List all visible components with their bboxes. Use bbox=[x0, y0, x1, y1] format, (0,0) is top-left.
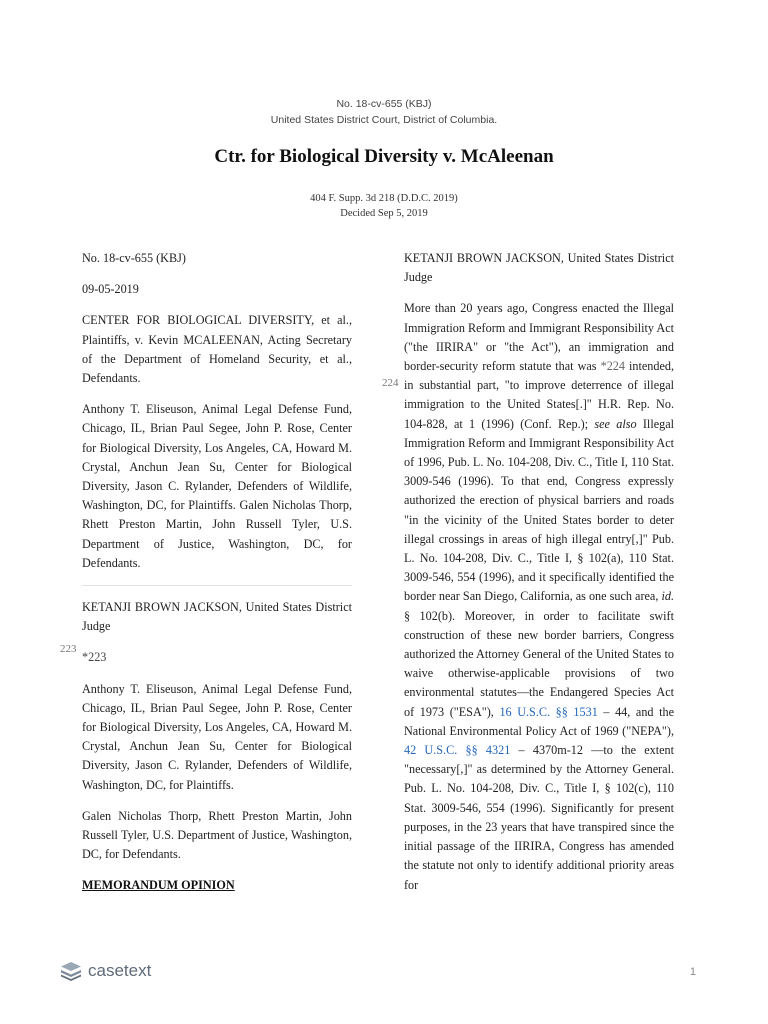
opinion-paragraph bbox=[404, 299, 674, 894]
counsel-plaintiffs: Anthony T. Eliseuson, Animal Legal Defense Fund, Chicago, IL, Brian Paul Segee, John P. Rose, Center for Biological Diversity, Los Angeles, CA, Howard M. Crystal, Anchun Jean Su, Center for Biological Diversity, Jason C. Rylander, Defenders of Wildlife, Washington, DC, for Plaintiffs. bbox=[82, 681, 352, 792]
case-citation: 404 F. Supp. 3d 218 (D.D.C. 2019) bbox=[310, 193, 458, 204]
parties: CENTER FOR BIOLOGICAL DIVERSITY, et al., Plaintiffs, v. Kevin MCALEENAN, Acting Secretary of the Department of Homeland Security, et al., Defendants. bbox=[82, 313, 352, 386]
opinion-text-1: More than 20 years ago, Congress enacted the Illegal Immigration Reform and Immigrant Responsibility Act ("the IIRIRA" or "the Act"), an immigration and border-security reform statute that was bbox=[404, 301, 674, 374]
header-court: United States District Court, District of Columbia. bbox=[270, 114, 498, 126]
counsel-defendants: Galen Nicholas Thorp, Rhett Preston Martin, John Russell Tyler, U.S. Department of Justice, Washington, DC, for Defendants. bbox=[82, 808, 352, 862]
right-column bbox=[404, 249, 674, 907]
statute-link-esa[interactable]: 16 U.S.C. §§ 1531 bbox=[499, 704, 598, 719]
case-meta bbox=[0, 191, 768, 221]
right-judge: KETANJI BROWN JACKSON, United States District Judge bbox=[404, 251, 674, 285]
case-title: Ctr. for Biological Diversity v. McAleenan bbox=[214, 146, 554, 167]
memorandum-heading: MEMORANDUM OPINION bbox=[82, 878, 235, 893]
page-marker-224: 224 bbox=[382, 377, 399, 389]
opinion-text-4: § 102(b). Moreover, in order to facilitate swift construction of these new border barriers, Congress authorized the Attorney General of the United States to waive otherwise-applicable provisions of two environmental statutes—the Endangered Species Act of 1973 ("ESA"), bbox=[404, 608, 674, 719]
left-date: 09-05-2019 bbox=[82, 282, 139, 297]
left-docket: No. 18-cv-655 (KBJ) bbox=[82, 251, 186, 265]
section-divider bbox=[82, 585, 352, 586]
statute-link-nepa[interactable]: 42 U.S.C. §§ 4321 bbox=[404, 743, 511, 758]
opinion-text-3: Illegal Immigration Reform and Immigrant Responsibility Act of 1996, Pub. L. No. 104-208, Div. C., Title I, 110 Stat. 3009-546 (1996). To that end, Congress expressly authorized the erection of physical barriers and roads "in the vicinity of the United States border to deter illegal crossings in areas of high illegal entry[,]" Pub. L. No. 104-208, Div. C., Title I, § 102(a), 110 Stat. 3009-546, 554 (1996), and it specifically identified the border near San Diego, California, as one such area, bbox=[404, 416, 675, 604]
brand-name: casetext bbox=[88, 961, 152, 980]
counsel-summary: Anthony T. Eliseuson, Animal Legal Defense Fund, Chicago, IL, Brian Paul Segee, John P. Rose, Center for Biological Diversity, Los Angeles, CA, Howard M. Crystal, Anchun Jean Su, Center for Biological Diversity, Jason C. Rylander, Defenders of Wildlife, Washington, DC, for Plaintiffs. Galen Nicholas Thorp, Rhett Preston Martin, John Russell Tyler, U.S. Department of Justice, Washington, DC, for Defendants. bbox=[82, 402, 352, 570]
document-header bbox=[0, 96, 768, 128]
id-cite: id. bbox=[661, 589, 674, 604]
header-docket: No. 18-cv-655 (KBJ) bbox=[336, 98, 432, 110]
opinion-text-6: – 4370m-12 —to the extent "necessary[,]" as determined by the Attorney General. Pub. L. No. 104-208, Div. C., Title I, § 102(c), 110 Stat. 3009-546, 554 (1996). Significantly for present purposes, in the 23 years that have transpired since the initial passage of the IIRIRA, Congress has amended the statute not only to identify additional priority areas for bbox=[404, 743, 674, 892]
left-judge: KETANJI BROWN JACKSON, United States District Judge bbox=[82, 600, 352, 634]
star-page-224: *224 bbox=[600, 359, 625, 374]
decided-date: Decided Sep 5, 2019 bbox=[340, 208, 428, 219]
casetext-logo[interactable] bbox=[60, 961, 151, 981]
page-number: 1 bbox=[689, 966, 696, 978]
star-page-223: *223 bbox=[82, 650, 107, 665]
opinion-text-5: – 44, and the National Environmental Policy Act of 1969 ("NEPA"), bbox=[404, 704, 674, 738]
opinion-text-2: intended, in substantial part, "to improve deterrence of illegal immigration to the United States[.]" H.R. Rep. No. 104-828, at 1 (1996) (Conf. Rep.); bbox=[404, 359, 675, 431]
left-column bbox=[82, 249, 352, 908]
casetext-stack-icon bbox=[60, 961, 82, 981]
page-marker-223: 223 bbox=[60, 643, 77, 655]
see-also: see also bbox=[594, 416, 637, 431]
